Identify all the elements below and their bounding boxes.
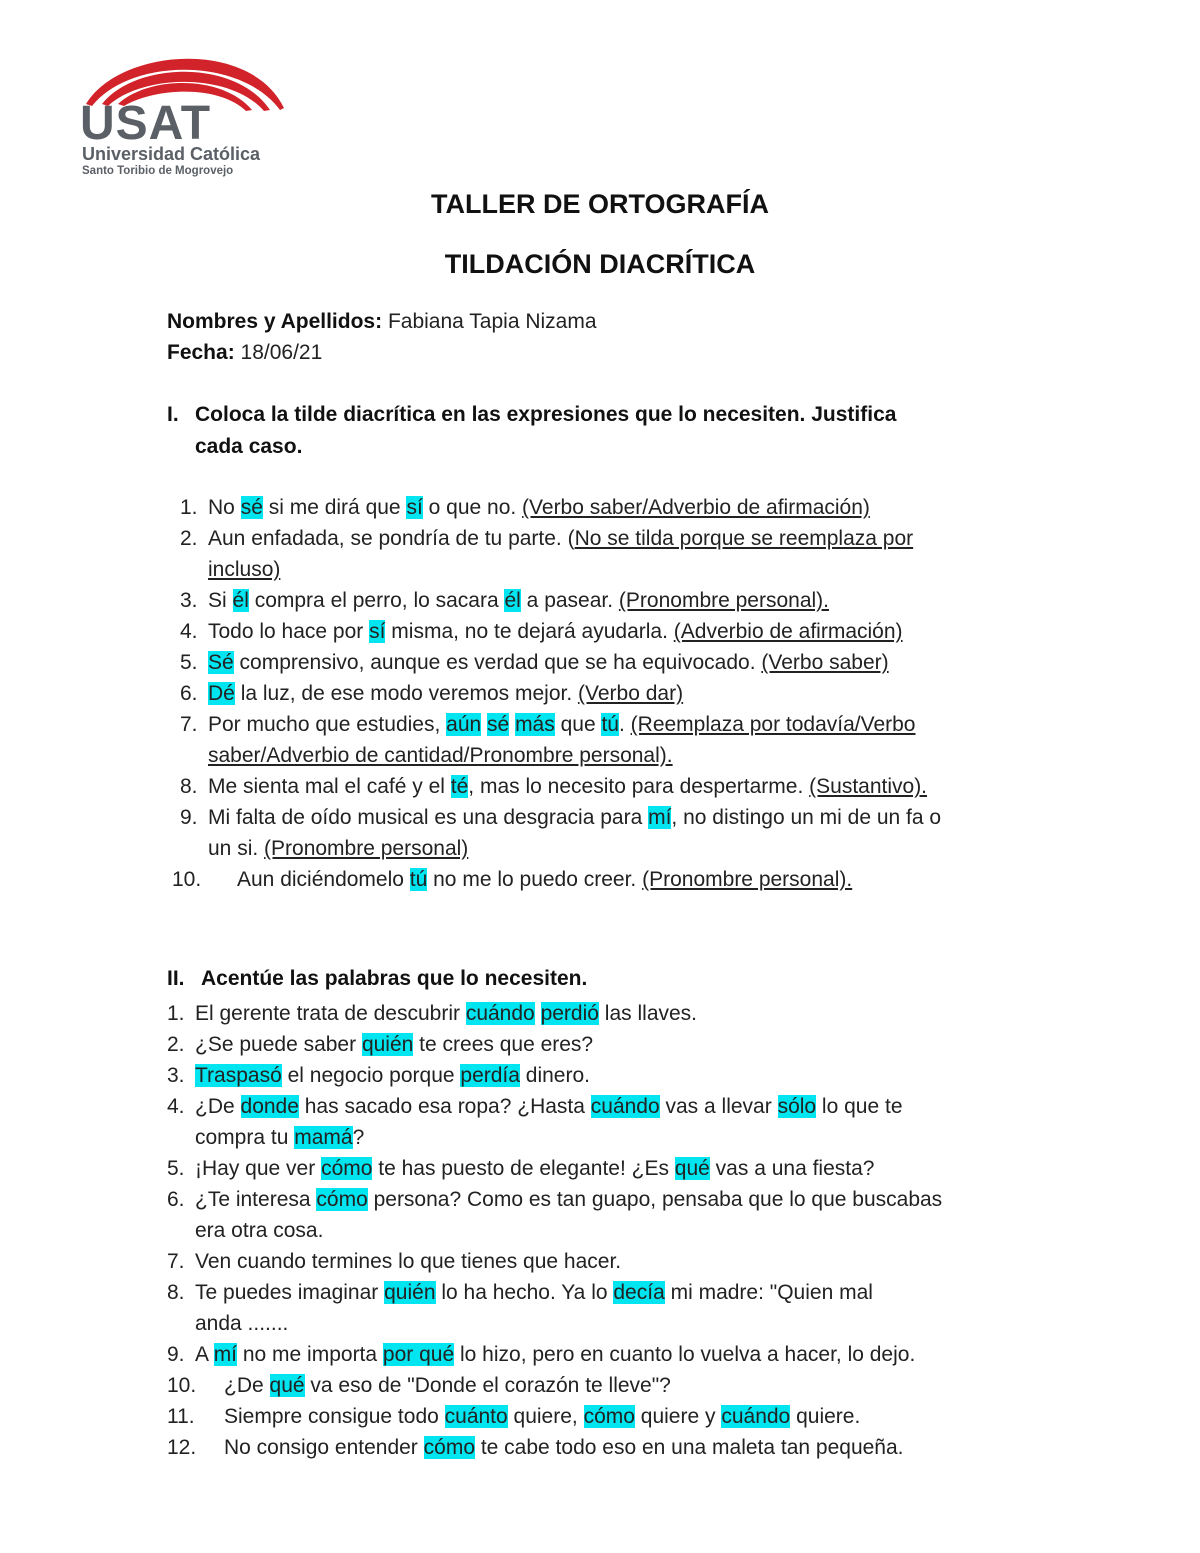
sentence-text: Mi falta de oído musical es una desgracia para bbox=[208, 806, 649, 829]
sentence-text: lo hizo, pero en cuanto lo vuelva a hacer, lo dejo. bbox=[454, 1343, 916, 1366]
highlighted-word: él bbox=[232, 589, 249, 612]
justification-text: (Pronombre personal). bbox=[642, 868, 853, 891]
highlighted-word: mí bbox=[648, 806, 672, 829]
highlighted-word: sé bbox=[240, 496, 263, 519]
sentence-text: , no distingo un mi de un fa o bbox=[671, 806, 942, 829]
section2-item-12-line-1 bbox=[224, 1437, 904, 1458]
section2-item-4-line-1 bbox=[195, 1096, 903, 1117]
section1-item-1-line-1 bbox=[208, 497, 870, 518]
section1-item-7-line-2 bbox=[208, 745, 673, 766]
sentence-text: a pasear. bbox=[520, 589, 619, 612]
highlighted-word: tú bbox=[409, 868, 428, 891]
sentence-text: No consigo entender bbox=[224, 1436, 424, 1459]
sentence-text: mi madre: "Quien mal bbox=[664, 1281, 873, 1304]
sentence-text: si me dirá que bbox=[262, 496, 407, 519]
justification-text: (Pronombre personal). bbox=[618, 589, 830, 612]
section1-item-6-number: 6. bbox=[180, 682, 198, 705]
page-title: TALLER DE ORTOGRAFÍA bbox=[431, 189, 769, 219]
section1-item-2-line-2 bbox=[208, 559, 280, 580]
highlighted-word: sí bbox=[369, 620, 386, 643]
sentence-text: ¿Te interesa bbox=[195, 1188, 317, 1211]
highlighted-word: quién bbox=[361, 1033, 414, 1056]
sentence-text: El gerente trata de descubrir bbox=[195, 1002, 466, 1025]
sentence-text: Te puedes imaginar bbox=[195, 1281, 385, 1304]
date-value: 18/06/21 bbox=[240, 341, 323, 364]
section2-item-8-line-1 bbox=[195, 1282, 873, 1303]
highlighted-word: sé bbox=[487, 713, 510, 736]
highlighted-word: cómo bbox=[316, 1188, 368, 1211]
section2-item-12-number: 12. bbox=[167, 1436, 197, 1459]
sentence-text: vas a llevar bbox=[659, 1095, 778, 1118]
section2-item-1-line-1 bbox=[195, 1003, 697, 1024]
section1-item-9-line-2 bbox=[208, 838, 468, 859]
highlighted-word: cuándo bbox=[721, 1405, 791, 1428]
highlighted-word: mamá bbox=[294, 1126, 353, 1149]
highlighted-word: él bbox=[504, 589, 521, 612]
sentence-text: No bbox=[208, 496, 241, 519]
highlighted-word: qué bbox=[674, 1157, 710, 1180]
name-field bbox=[167, 311, 597, 332]
sentence-text: el negocio porque bbox=[281, 1064, 461, 1087]
section2-item-8-number: 8. bbox=[167, 1281, 185, 1304]
sentence-text: la luz, de ese modo veremos mejor. bbox=[234, 682, 579, 705]
section1-numeral: I. bbox=[167, 403, 179, 426]
sentence-text: misma, no te dejará ayudarla. bbox=[385, 620, 674, 643]
highlighted-word: decía bbox=[613, 1281, 665, 1304]
highlighted-word: perdió bbox=[540, 1002, 599, 1025]
section1-item-4-number: 4. bbox=[180, 620, 198, 643]
sentence-text: las llaves. bbox=[598, 1002, 698, 1025]
sentence-text: no me lo puedo creer. bbox=[427, 868, 643, 891]
section2-item-11-line-1 bbox=[224, 1406, 860, 1427]
sentence-text: va eso de "Donde el corazón te lleve"? bbox=[304, 1374, 671, 1397]
section1-item-2-number: 2. bbox=[180, 527, 198, 550]
sentence-text: ? bbox=[352, 1126, 365, 1149]
highlighted-word: Traspasó bbox=[195, 1064, 282, 1087]
justification-text: incluso) bbox=[208, 558, 281, 581]
highlighted-word: qué bbox=[269, 1374, 305, 1397]
sentence-text: quiere. bbox=[790, 1405, 861, 1428]
section2-item-5-number: 5. bbox=[167, 1157, 185, 1180]
name-value: Fabiana Tapia Nizama bbox=[387, 310, 597, 333]
highlighted-word: cuándo bbox=[590, 1095, 660, 1118]
section2-item-6-line-2 bbox=[195, 1220, 323, 1241]
section1-title-line1: Coloca la tilde diacrítica en las expresiones que lo necesiten. Justifica bbox=[195, 403, 897, 426]
section1-item-3-number: 3. bbox=[180, 589, 198, 612]
name-label: Nombres y Apellidos: bbox=[167, 310, 383, 333]
justification-text: (Verbo saber/Adverbio de afirmación) bbox=[522, 496, 870, 519]
highlighted-word: sí bbox=[406, 496, 423, 519]
highlighted-word: sólo bbox=[777, 1095, 817, 1118]
sentence-text: lo ha hecho. Ya lo bbox=[435, 1281, 614, 1304]
sentence-text: anda ....... bbox=[195, 1312, 289, 1335]
section1-item-5-number: 5. bbox=[180, 651, 198, 674]
sentence-text: comprensivo, aunque es verdad que se ha equivocado. bbox=[233, 651, 762, 674]
highlighted-word: cómo bbox=[321, 1157, 373, 1180]
section2-item-9-number: 9. bbox=[167, 1343, 185, 1366]
section1-item-10-line-1 bbox=[237, 869, 852, 890]
section1-item-5-line-1 bbox=[208, 652, 889, 673]
highlighted-word: té bbox=[450, 775, 469, 798]
section2-item-10-number: 10. bbox=[167, 1374, 197, 1397]
sentence-text: Me sienta mal el café y el bbox=[208, 775, 451, 798]
section2-item-1-number: 1. bbox=[167, 1002, 185, 1025]
section1-item-2-line-1 bbox=[208, 528, 913, 549]
sentence-text: Todo lo hace por bbox=[208, 620, 370, 643]
sentence-text: persona? Como es tan guapo, pensaba que lo que buscabas bbox=[367, 1188, 943, 1211]
section1-item-8-number: 8. bbox=[180, 775, 198, 798]
highlighted-word: más bbox=[515, 713, 555, 736]
sentence-text: quiere y bbox=[634, 1405, 722, 1428]
highlighted-word: quién bbox=[384, 1281, 436, 1304]
section2-numeral: II. bbox=[167, 967, 185, 990]
sentence-text: compra tu bbox=[195, 1126, 295, 1149]
section2-item-2-number: 2. bbox=[167, 1033, 185, 1056]
sentence-text: que bbox=[554, 713, 602, 736]
section1-item-10-number: 10. bbox=[172, 868, 202, 891]
sentence-text: Si bbox=[208, 589, 233, 612]
sentence-text: has sacado esa ropa? ¿Hasta bbox=[298, 1095, 591, 1118]
highlighted-word: cuándo bbox=[465, 1002, 535, 1025]
section2-item-9-line-1 bbox=[195, 1344, 915, 1365]
section2-item-3-number: 3. bbox=[167, 1064, 185, 1087]
sentence-text: un si. bbox=[208, 837, 265, 860]
logo-university-name: Universidad Católica bbox=[82, 144, 261, 164]
sentence-text: ¿De bbox=[224, 1374, 270, 1397]
logo-wordmark: USAT bbox=[80, 97, 212, 150]
justification-text: (Adverbio de afirmación) bbox=[673, 620, 903, 643]
section2-item-7-line-1 bbox=[195, 1251, 621, 1272]
sentence-text: o que no. bbox=[422, 496, 523, 519]
section2-item-10-line-1 bbox=[224, 1375, 671, 1396]
sentence-text: ¿De bbox=[195, 1095, 241, 1118]
sentence-text: te cabe todo eso en una maleta tan pequeña. bbox=[475, 1436, 904, 1459]
justification-text: (Verbo dar) bbox=[578, 682, 684, 705]
section2-item-7-number: 7. bbox=[167, 1250, 185, 1273]
sentence-text: lo que te bbox=[816, 1095, 903, 1118]
highlighted-word: cómo bbox=[583, 1405, 635, 1428]
sentence-text: Aun enfadada, se pondría de tu parte. ( bbox=[208, 527, 575, 550]
section1-item-9-number: 9. bbox=[180, 806, 198, 829]
section1-item-7-number: 7. bbox=[180, 713, 198, 736]
sentence-text: ¿Se puede saber bbox=[195, 1033, 362, 1056]
sentence-text: , mas lo necesito para despertarme. bbox=[468, 775, 810, 798]
justification-text: No se tilda porque se reemplaza por bbox=[574, 527, 914, 550]
section1-item-3-line-1 bbox=[208, 590, 829, 611]
section2-title: Acentúe las palabras que lo necesiten. bbox=[201, 967, 588, 990]
section1-item-6-line-1 bbox=[208, 683, 683, 704]
sentence-text: dinero. bbox=[519, 1064, 590, 1087]
section1-item-1-number: 1. bbox=[180, 496, 198, 519]
sentence-text: Aun diciéndomelo bbox=[237, 868, 410, 891]
highlighted-word: Sé bbox=[208, 651, 234, 674]
section2-item-4-number: 4. bbox=[167, 1095, 185, 1118]
justification-text: (Pronombre personal) bbox=[264, 837, 469, 860]
sentence-text: Ven cuando termines lo que tienes que hacer. bbox=[195, 1250, 622, 1273]
highlighted-word: mí bbox=[213, 1343, 238, 1366]
sentence-text: Por mucho que estudies, bbox=[208, 713, 447, 736]
section1-item-4-line-1 bbox=[208, 621, 903, 642]
section2-item-8-line-2 bbox=[195, 1313, 288, 1334]
highlighted-word: perdía bbox=[460, 1064, 520, 1087]
date-field bbox=[167, 342, 322, 363]
section2-item-4-line-2 bbox=[195, 1127, 364, 1148]
date-label: Fecha: bbox=[167, 341, 235, 364]
highlighted-word: cuánto bbox=[444, 1405, 508, 1428]
page-subtitle: TILDACIÓN DIACRÍTICA bbox=[444, 249, 756, 279]
sentence-text: . bbox=[618, 713, 631, 736]
logo-university-subtitle: Santo Toribio de Mogrovejo bbox=[82, 165, 234, 177]
section1-item-8-line-1 bbox=[208, 776, 927, 797]
sentence-text bbox=[535, 1002, 541, 1025]
sentence-text: era otra cosa. bbox=[195, 1219, 324, 1242]
sentence-text: vas a una fiesta? bbox=[709, 1157, 875, 1180]
sentence-text: te has puesto de elegante! ¿Es bbox=[372, 1157, 675, 1180]
highlighted-word: cómo bbox=[423, 1436, 475, 1459]
sentence-text: ¡Hay que ver bbox=[195, 1157, 322, 1180]
justification-text: (Sustantivo). bbox=[809, 775, 928, 798]
section2-item-3-line-1 bbox=[195, 1065, 590, 1086]
highlighted-word: por qué bbox=[382, 1343, 455, 1366]
sentence-text: quiere, bbox=[507, 1405, 584, 1428]
sentence-text: Siempre consigue todo bbox=[224, 1405, 445, 1428]
sentence-text: A bbox=[195, 1343, 214, 1366]
highlighted-word: Dé bbox=[208, 682, 235, 705]
section1-item-9-line-1 bbox=[208, 807, 941, 828]
section2-item-6-number: 6. bbox=[167, 1188, 185, 1211]
section2-item-5-line-1 bbox=[195, 1158, 874, 1179]
sentence-text: no me importa bbox=[237, 1343, 383, 1366]
section1-title-line2: cada caso. bbox=[195, 435, 303, 458]
section1-item-7-line-1 bbox=[208, 714, 916, 735]
section2-item-2-line-1 bbox=[195, 1034, 593, 1055]
sentence-text: te crees que eres? bbox=[413, 1033, 594, 1056]
sentence-text: compra el perro, lo sacara bbox=[248, 589, 505, 612]
justification-text: (Reemplaza por todavía/Verbo bbox=[630, 713, 916, 736]
highlighted-word: aún bbox=[446, 713, 482, 736]
section2-item-11-number: 11. bbox=[167, 1405, 195, 1428]
section2-item-6-line-1 bbox=[195, 1189, 942, 1210]
justification-text: saber/Adverbio de cantidad/Pronombre personal). bbox=[208, 744, 673, 767]
highlighted-word: tú bbox=[601, 713, 619, 736]
justification-text: (Verbo saber) bbox=[761, 651, 889, 674]
highlighted-word: donde bbox=[240, 1095, 299, 1118]
